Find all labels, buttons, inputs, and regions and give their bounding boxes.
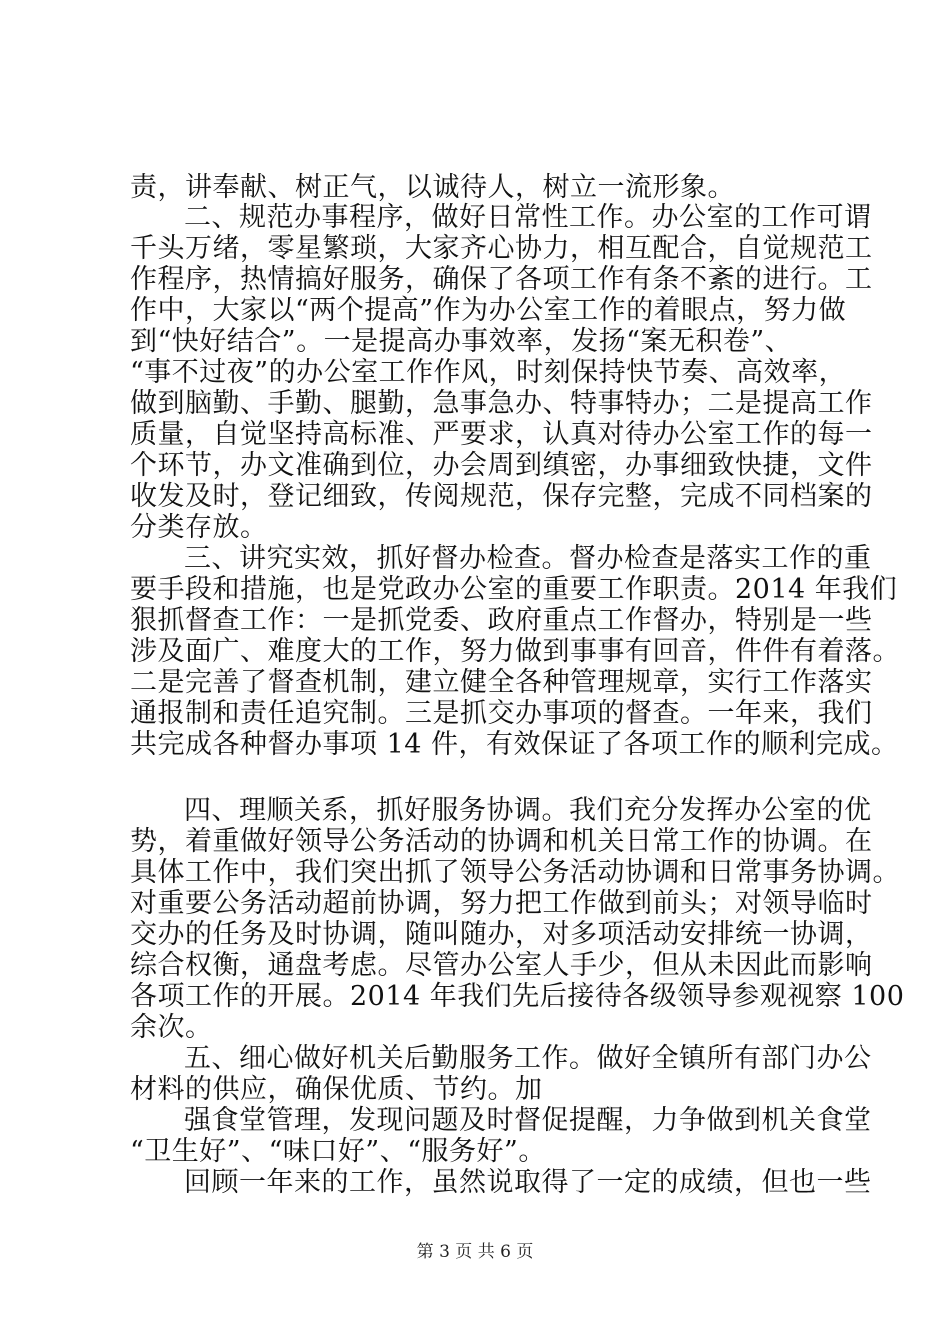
text-line: 材料的供应，确保优质、节约。加 [130,1074,543,1105]
text-line: 势，着重做好领导公务活动的协调和机关日常工作的协调。在 [130,826,873,857]
text-line: 交办的任务及时协调，随叫随办，对多项活动安排统一协调， [130,919,873,950]
page-footer: 第 3 页 共 6 页 [416,1242,534,1262]
text-line: 质量，自觉坚持高标准、严要求，认真对待办公室工作的每一 [130,419,873,450]
text-line: 分类存放。 [130,512,268,543]
text-line: 余次。 [130,1012,213,1043]
text-line: 作程序，热情搞好服务，确保了各项工作有条不紊的进行。工 [130,264,873,295]
text-line: 个环节，办文准确到位，办会周到缜密，办事细致快捷，文件 [130,450,873,481]
text-line: 通报制和责任追究制。三是抓交办事项的督查。一年来，我们 [130,698,873,729]
text-line: 收发及时，登记细致，传阅规范，保存完整，完成不同档案的 [130,481,873,512]
text-line: 共完成各种督办事项 14 件，有效保证了各项工作的顺利完成。 [130,729,899,760]
text-line: 具体工作中，我们突出抓了领导公务活动协调和日常事务协调。 [130,857,900,888]
text-line: 到“快好结合”。一是提高办事效率，发扬“案无积卷”、 [130,326,793,357]
text-line: 涉及面广、难度大的工作，努力做到事事有回音，件件有着落。 [130,636,900,667]
paragraph-heading-2: 二、规范办事程序，做好日常性工作。办公室的工作可谓 [184,202,872,233]
text-line: 回顾一年来的工作，虽然说取得了一定的成绩，但也一些 [184,1167,872,1198]
text-line: “事不过夜”的办公室工作作风，时刻保持快节奏、高效率， [130,357,847,388]
text-line: 综合权衡，通盘考虑。尽管办公室人手少，但从未因此而影响 [130,950,873,981]
text-line: 对重要公务活动超前协调，努力把工作做到前头；对领导临时 [130,888,873,919]
text-line: 各项工作的开展。2014 年我们先后接待各级领导参观视察 100 [130,981,905,1012]
paragraph-heading-5: 五、细心做好机关后勤服务工作。做好全镇所有部门办公 [184,1043,872,1074]
text-line: 强食堂管理，发现问题及时督促提醒，力争做到机关食堂 [184,1105,872,1136]
text-line: 狠抓督查工作：一是抓党委、政府重点工作督办，特别是一些 [130,605,873,636]
text-line: 二是完善了督查机制，建立健全各种管理规章，实行工作落实 [130,667,873,698]
text-line: “卫生好”、“味口好”、“服务好”。 [130,1136,546,1167]
text-line: 作中，大家以“两个提高”作为办公室工作的着眼点，努力做 [130,295,847,326]
paragraph-heading-3: 三、讲究实效，抓好督办检查。督办检查是落实工作的重 [184,543,872,574]
text-line: 做到脑勤、手勤、腿勤，急事急办、特事特办；二是提高工作 [130,388,873,419]
text-line: 要手段和措施，也是党政办公室的重要工作职责。2014 年我们 [130,574,898,605]
text-line: 千头万绪，零星繁琐，大家齐心协力，相互配合，自觉规范工 [130,233,873,264]
paragraph-heading-4: 四、理顺关系，抓好服务协调。我们充分发挥办公室的优 [184,795,872,826]
text-line: 责，讲奉献、树正气，以诚待人，树立一流形象。 [130,172,735,203]
